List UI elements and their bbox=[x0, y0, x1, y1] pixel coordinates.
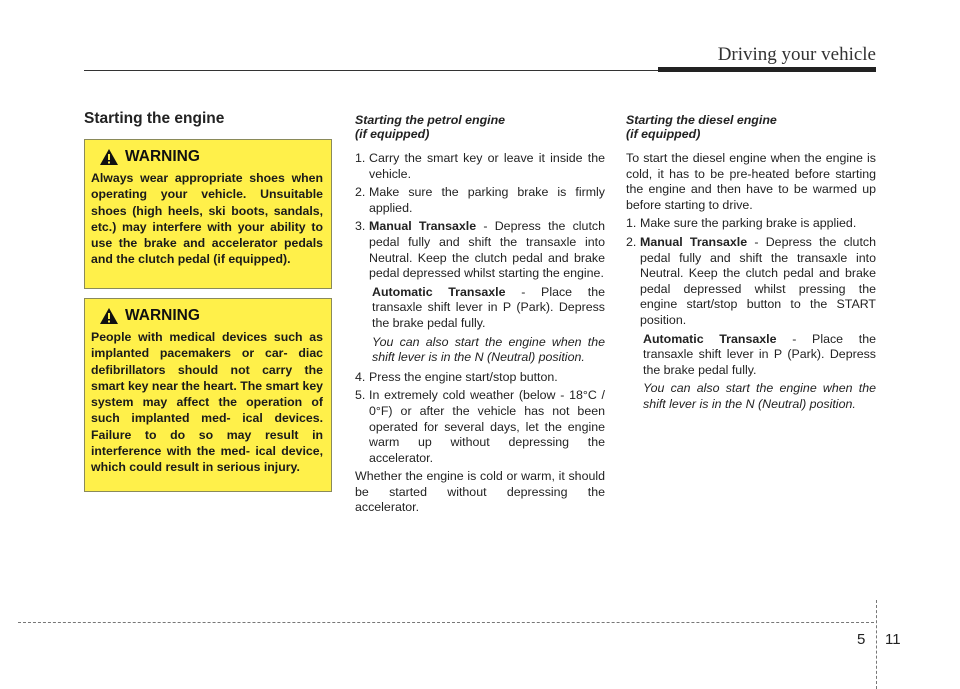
header-rule bbox=[84, 70, 658, 71]
warning-label: WARNING bbox=[125, 148, 200, 165]
page-header-title: Driving your vehicle bbox=[717, 44, 876, 65]
warning-header bbox=[99, 307, 323, 325]
diesel-subtitle: Starting the diesel engine (if equipped) bbox=[626, 113, 777, 141]
diesel-engine-column bbox=[626, 113, 876, 417]
warning-triangle-icon bbox=[99, 307, 119, 325]
step-item: 1. Make sure the parking brake is applied. bbox=[626, 216, 857, 231]
note-text: You can also start the engine when the shift lever is in the N (Neutral) position. bbox=[372, 334, 605, 365]
warning-text: Always wear appropriate shoes when operating your vehicle. Unsuitable shoes (high heels, ski boots, sandals, etc.) may interfere with your ability to use the brake and accelerator pedals and the clutch pedal (if equipped). bbox=[91, 171, 323, 267]
warning-label: WARNING bbox=[125, 307, 200, 324]
step-item: 3. Manual Transaxle - Depress the clutch pedal fully and shift the transaxle into Neutral. Keep the clutch pedal and brake pedal depressed whilst starting the engine. bbox=[355, 219, 605, 281]
petrol-subtitle: Starting the petrol engine (if equipped) bbox=[355, 113, 506, 141]
step-item: 2. Make sure the parking brake is firmly applied. bbox=[355, 185, 605, 215]
header-rule-accent bbox=[658, 67, 876, 72]
step-item: 5. In extremely cold weather (below - 18°C / 0°F) or after the vehicle has not been operated for several days, let the engine warm up without depressing the accelerator. bbox=[355, 388, 605, 465]
warning-text: People with medical devices such as implanted pacemakers or car- diac defibrillators should not carry the smart key near the heart. The smart key system may affect the operation of such implanted med- ical devices. Failure to do so may result in interference with the med- ical device, which could result in serious injury. bbox=[91, 330, 323, 475]
manual-transaxle-label: Manual Transaxle bbox=[640, 234, 748, 249]
footer-divider bbox=[876, 600, 877, 689]
page-number: 11 bbox=[885, 631, 901, 648]
automatic-transaxle-paragraph: Automatic Transaxle - Place the transaxle shift lever in P (Park). Depress the brake pedal fully. bbox=[372, 284, 605, 330]
warning-box-medical bbox=[84, 298, 332, 492]
note-text: You can also start the engine when the shift lever is in the N (Neutral) position. bbox=[643, 381, 876, 411]
step-item: 4. Press the engine start/stop button. bbox=[355, 369, 558, 384]
step-item: 2. Manual Transaxle - Depress the clutch pedal fully and shift the transaxle into Neutral. Keep the clutch pedal and brake pedal depressed whilst pressing the engine start/stop button to the START position. bbox=[626, 234, 876, 327]
manual-transaxle-label: Manual Transaxle bbox=[369, 219, 477, 234]
closing-paragraph: Whether the engine is cold or warm, it should be started without depressing the accelerator. bbox=[355, 469, 605, 515]
warning-box-shoes bbox=[84, 139, 332, 289]
intro-paragraph: To start the diesel engine when the engine is cold, it has to be pre-heated before starting the engine and then have to be warmed up before starting to drive. bbox=[626, 151, 876, 212]
chapter-number: 5 bbox=[857, 631, 866, 648]
automatic-transaxle-paragraph: Automatic Transaxle - Place the transaxle shift lever in P (Park). Depress the brake pedal fully. bbox=[643, 331, 876, 377]
section-title: Starting the engine bbox=[84, 110, 225, 127]
warning-header bbox=[99, 148, 323, 166]
step-item: 1. Carry the smart key or leave it inside the vehicle. bbox=[355, 151, 605, 181]
automatic-transaxle-label: Automatic Transaxle bbox=[372, 284, 506, 299]
petrol-engine-column bbox=[355, 113, 605, 519]
footer-rule bbox=[18, 622, 874, 623]
automatic-transaxle-label: Automatic Transaxle bbox=[643, 331, 777, 346]
warning-triangle-icon bbox=[99, 148, 119, 166]
